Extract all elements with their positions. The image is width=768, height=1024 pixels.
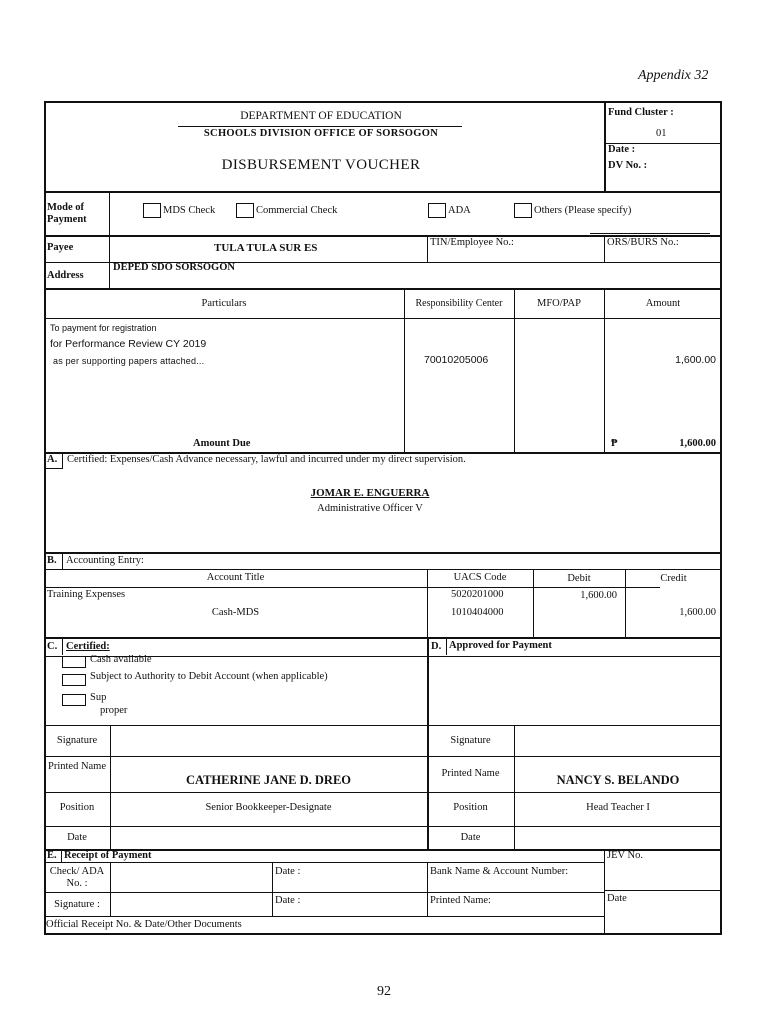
receipt-date-label: Date :: [275, 866, 301, 877]
date-label-right: Date: [460, 832, 481, 843]
peso-sign: ₱: [611, 438, 618, 449]
ors-burs-label: ORS/BURS No.:: [607, 237, 679, 248]
position-label-left: Position: [59, 802, 95, 813]
entry-row-1-title: Training Expenses: [47, 589, 126, 600]
signature-field-left[interactable]: [111, 727, 426, 755]
cash-available-label: Cash available: [90, 654, 152, 664]
mds-check-option: MDS Check: [163, 205, 216, 216]
mds-check-checkbox[interactable]: [143, 203, 161, 218]
entry-row-2-code: 1010404000: [451, 607, 504, 618]
mode-of-payment-label: Mode of Payment: [47, 202, 87, 225]
account-title-header: Account Title: [206, 572, 265, 583]
official-receipt-label: Official Receipt No. & Date/Other Documents: [46, 919, 242, 930]
supporting-documents-checkbox[interactable]: [62, 694, 86, 706]
commercial-check-option: Commercial Check: [256, 205, 338, 216]
amount-due-label: Amount Due: [193, 438, 251, 449]
ada-checkbox[interactable]: [428, 203, 446, 218]
section-a-signatory-position: Administrative Officer V: [317, 503, 423, 514]
page-title: DISBURSEMENT VOUCHER: [221, 157, 421, 173]
credit-header: Credit: [660, 573, 687, 584]
entry-row-1-debit: 1,600.00: [580, 590, 617, 601]
section-d-letter: D.: [431, 641, 442, 652]
printed-name-label-right: Printed Name: [441, 768, 500, 779]
date-field-right[interactable]: [515, 827, 720, 849]
bank-account-label: Bank Name & Account Number:: [430, 866, 569, 877]
uacs-code-header: UACS Code: [453, 572, 507, 583]
office-name: SCHOOLS DIVISION OFFICE OF SORSOGON: [203, 128, 439, 139]
entry-row-2-title: Cash-MDS: [211, 607, 260, 618]
signature-label-right: Signature: [450, 735, 491, 746]
department-name: DEPARTMENT OF EDUCATION: [240, 110, 402, 122]
cash-available-checkbox[interactable]: [62, 656, 86, 668]
check-ada-no-label: Check/ ADA No. :: [49, 866, 105, 889]
tin-label: TIN/Employee No.:: [430, 237, 514, 248]
date-label: Date :: [608, 144, 636, 155]
section-a-letter: A.: [47, 454, 58, 465]
page-number: 92: [377, 984, 391, 999]
entry-row-1-code: 5020201000: [451, 589, 504, 600]
particulars-line-1: To payment for registration: [50, 323, 157, 333]
section-c-label: Certified:: [66, 641, 110, 652]
left-signatory-name: CATHERINE JANE D. DREO: [185, 773, 352, 787]
others-checkbox[interactable]: [514, 203, 532, 218]
signature-field-right[interactable]: [515, 727, 720, 755]
responsibility-center-value: 70010205006: [424, 354, 489, 366]
receipt-signature-field[interactable]: [111, 893, 271, 915]
right-signatory-position: Head Teacher I: [586, 802, 650, 813]
date-label-left: Date: [67, 832, 87, 843]
position-label-right: Position: [453, 802, 488, 813]
jev-date-label: Date: [607, 893, 627, 904]
receipt-signature-label: Signature :: [54, 899, 100, 910]
entry-row-2-credit: 1,600.00: [679, 607, 716, 618]
supporting-documents-label: Sup: [90, 692, 107, 703]
mfo-pap-header: MFO/PAP: [537, 298, 581, 309]
section-b-letter: B.: [47, 555, 57, 566]
left-signatory-position: Senior Bookkeeper-Designate: [205, 802, 332, 813]
section-d-label: Approved for Payment: [449, 640, 552, 651]
ada-option: ADA: [448, 205, 471, 216]
signature-label-left: Signature: [56, 735, 98, 746]
particulars-line-3: as per supporting papers attached...: [53, 356, 205, 366]
fund-cluster-value: 01: [656, 128, 667, 139]
check-ada-no-field[interactable]: [111, 863, 271, 891]
section-b-label: Accounting Entry:: [66, 555, 144, 566]
section-a-signatory-name: JOMAR E. ENGUERRA: [310, 487, 430, 499]
particulars-amount: 1,600.00: [675, 354, 716, 366]
receipt-printed-name-label: Printed Name:: [430, 895, 491, 906]
amount-due-value: 1,600.00: [679, 438, 716, 449]
section-c-letter: C.: [47, 641, 58, 652]
payee-value: TULA TULA SUR ES: [214, 242, 318, 254]
debit-header: Debit: [567, 573, 591, 584]
section-a-certification: Certified: Expenses/Cash Advance necessary, lawful and incurred under my direct supervision.: [67, 454, 466, 465]
amount-header: Amount: [645, 298, 681, 309]
jev-no-label: JEV No.: [607, 850, 643, 861]
fund-cluster-label: Fund Cluster :: [608, 107, 674, 118]
section-e-letter: E.: [47, 850, 57, 861]
date-field-left[interactable]: [111, 827, 426, 849]
authority-to-debit-label: Subject to Authority to Debit Account (when applicable): [90, 671, 328, 682]
others-option: Others (Please specify): [534, 205, 632, 216]
authority-to-debit-checkbox[interactable]: [62, 674, 86, 686]
right-signatory-name: NANCY S. BELANDO: [556, 773, 680, 787]
commercial-check-checkbox[interactable]: [236, 203, 254, 218]
particulars-header: Particulars: [201, 298, 247, 309]
supporting-documents-label-cont: proper: [100, 705, 128, 716]
dv-no-label: DV No. :: [608, 160, 648, 171]
receipt-date-label-2: Date :: [275, 895, 301, 906]
payee-label: Payee: [47, 242, 74, 253]
particulars-line-2: for Performance Review CY 2019: [50, 338, 207, 350]
address-label: Address: [47, 270, 84, 281]
responsibility-center-header: Responsibility Center: [415, 298, 503, 309]
address-value: DEPED SDO SORSOGON: [113, 262, 235, 273]
appendix-label: Appendix 32: [638, 68, 709, 83]
printed-name-label-left: Printed Name: [47, 761, 107, 772]
section-e-label: Receipt of Payment: [64, 850, 152, 861]
